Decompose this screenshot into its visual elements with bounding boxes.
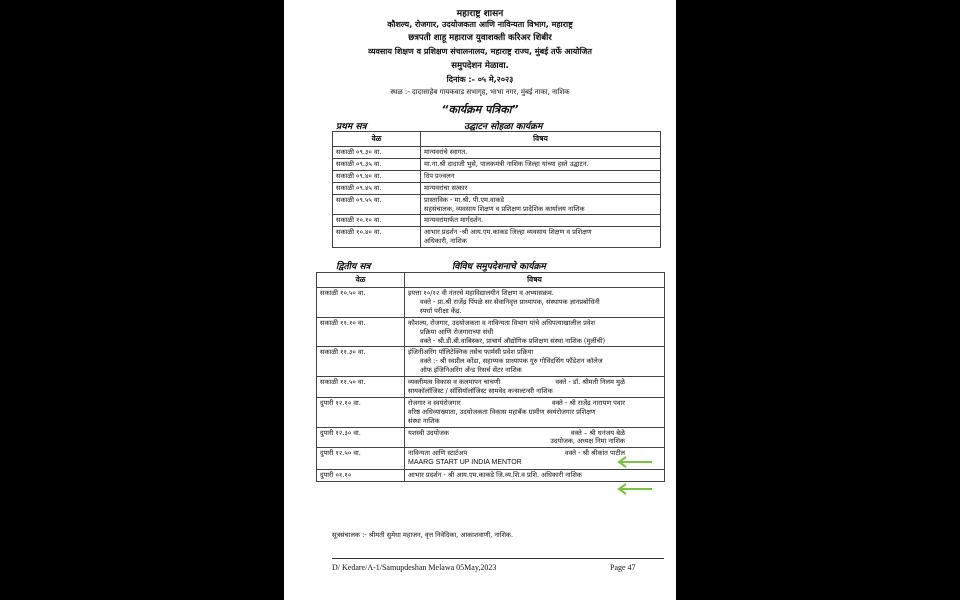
table-row [333,170,661,182]
topic-line: कौशल्य, रोजगार, उदयोजकता व नाविन्यता विभाग यांचे अधिपत्याखालील प्रवेश [408,318,595,327]
session1-title: उद्घाटन सोहळा कार्यक्रम [464,122,543,132]
document-page [284,0,676,600]
time-cell: सकाळी १०.४० वा. [333,227,421,248]
speaker-text: वक्ते - डॉ. श्रीमती निलम मुळे [555,378,625,387]
topic-line: दिप प्रज्वलन [424,171,455,180]
topic-line: वरिष्ठ अधिव्याख्याता, उदयोजकता विकास महाबँक ग्रामीण स्वयंरोजगार प्रशिक्षण [408,407,596,416]
table-row [317,377,665,398]
topic-line: प्रास्ताविक - मा.श्री. पी.एम.वाकडे [424,195,505,204]
topic-cell [405,397,665,427]
topic-text: नाविन्यता आणि स्टार्टअप [408,449,468,458]
topic-line: आभार प्रदर्शन - श्री आय.एम.काकडे जि.व्य.शि.व प्रशि. अधिकारी नाशिक [408,470,582,479]
topic-cell [405,288,665,318]
topic-cell [421,147,661,159]
topic-cell [421,182,661,194]
header-organizer: व्यवसाय शिक्षण व प्रशिक्षण संचालनालय, महाराष्ट्र राज्य, मुंबई तर्फे आयोजित [368,47,592,56]
topic-cell [421,159,661,171]
table-header-row [333,132,661,147]
topic-cell [421,227,661,248]
topic-line: सहसंचालक, व्यवसाय शिक्षण व प्रशिक्षण प्रादेशिक कार्यालय नाशिक [424,204,585,213]
footer-reference: D/ Kedare/A-1/Samupdeshan Melawa 05May,2023 [332,563,497,572]
time-cell: सकाळी १०.१० वा. [333,215,421,227]
topic-line: सायकॉलॉजिस्ट / सॉसियॉलॉजिस्ट सामवेद कन्सल्टन्सी नाशिक [408,387,553,396]
topic-text: व्यक्तीमत्व विकास व कलमापन चाचणी [408,378,501,387]
time-cell: सकाळी ११.५० वा. [317,377,405,398]
column-header-topic: विषय [405,273,665,288]
topic-line: स्पर्धा परीक्षा केंद्र. [420,306,462,315]
topic-text: यशस्वी उदयोजक [408,428,449,437]
topic-line: उदयोजक, अध्यक्ष निमा नाशिक [550,437,625,446]
column-header-time: वेळ [317,273,405,288]
topic-cell [405,317,665,347]
table-row [317,347,665,377]
speaker-text: वक्ते – श्री धनंजय बेळे [570,428,625,437]
time-cell: दुपारी १२.५० वा. [317,448,405,469]
column-header-time: वेळ [333,132,421,147]
topic-line: वक्ते :- श्री स्वप्नील कोंडा, सहाय्यक प्राध्यापक गुरु गोविंदसिंग फौंडेशन कॉलेज [420,357,603,366]
compere-note: सूत्रसंचालक :- श्रीमती सुमेधा महाजन, वृत्त निवेदिका, आकाशवाणी, नाशिक. [332,531,514,539]
header-department: कौशल्य, रोजगार, उदयोजकता आणि नाविन्यता विभाग, महाराष्ट्र [387,20,573,29]
table-row [317,288,665,318]
table-header-row [317,273,665,288]
green-arrow-icon [614,483,654,495]
speaker-text: वक्ते - श्री राजेंद्र नारायण पवार [551,398,625,407]
table-row [333,194,661,215]
time-cell: सकाळी ०९.३५ वा. [333,159,421,171]
topic-cell [421,215,661,227]
time-cell: सकाळी ११.३० वा. [317,347,405,377]
session1-label: प्रथम सत्र [336,122,367,132]
topic-line: इंजिनीअरिंग पॉलिटेक्निक तसेच फार्मसी प्रवेश प्रक्रिया [408,348,534,357]
topic-line: वक्ते - श्री.डी.बी.वाबिस्कर, प्राचार्य औद्योगिक प्रशिक्षण संस्था नाशिक (मुलींची) [420,336,606,345]
topic-line-latin: MAARG START UP INDIA MENTOR [408,459,522,467]
topic-cell [405,427,665,448]
topic-line: मान्यवरांमार्फत मार्गदर्शन. [424,216,484,225]
session2-table [316,272,665,482]
time-cell: सकाळी ०९.३० वा. [333,147,421,159]
topic-line: ऑफ इंजिनिअरिंग अँन्ड रिसर्च सेंटर नाशिक [420,366,522,375]
column-header-topic: विषय [421,132,661,147]
topic-line: संस्था नाशिक [408,416,440,425]
table-row [317,469,665,481]
header-date: दिनांक :- ०५ मे,२०२३ [446,75,514,84]
time-cell: दुपारी १२.१० वा. [317,397,405,427]
time-cell: सकाळी ०९.५५ वा. [333,194,421,215]
header-camp-title: छत्रपती शाहू महाराज युवाशक्ती करिअर शिबीर [408,33,552,43]
table-row [333,215,661,227]
topic-line: अधिकारी, नाशिक [424,237,467,246]
time-cell: सकाळी ११.१० वा. [317,317,405,347]
session1-table [332,131,661,248]
table-row [317,317,665,347]
topic-cell [405,347,665,377]
time-cell: सकाळी ०९.४० वा. [333,170,421,182]
session2-label: द्वितीय सत्र [336,262,371,272]
topic-cell [421,194,661,215]
time-cell: दुपारी ०१.१० [317,469,405,481]
session2-title: विविध समुपदेशनाचे कार्यक्रम [452,262,546,272]
header-venue: स्थळ :- दादासाहेब गायकवाड सभागृह, भाभा नगर, मुंबई नाका, नाशिक [390,88,570,96]
table-row [317,427,665,448]
speaker-text: वक्ते - श्री श्रीकांत पाटील [565,449,625,458]
topic-cell [421,170,661,182]
topic-line: वक्ते - प्रा.श्री राजेंद्र पिंपळे सर सेवानिवृत्त प्राध्यापक, संस्थापक ज्ञानप्रबोधिनी [420,298,600,307]
topic-line: इयत्ता १०/१२ वी नंतरचे महाविद्यालयीन शिक्षण व अभ्यासक्रम. [408,289,554,298]
topic-cell [405,469,665,481]
table-row [333,227,661,248]
table-row [317,397,665,427]
topic-line: मान्यवरांचा सत्कार [424,183,468,192]
programme-title: “कार्यक्रम पत्रिका” [441,103,519,116]
time-cell: सकाळी ०९.४५ वा. [333,182,421,194]
topic-line: प्रक्रिया आणि रोजगाराच्या संधी [420,327,494,336]
topic-speaker-line [408,399,661,408]
time-cell: सकाळी १०.५० वा. [317,288,405,318]
header-event: समुपदेशन मेळावा. [451,61,509,71]
topic-speaker-line [408,429,661,438]
topic-cell [405,377,665,398]
topic-line: आभार प्रदर्शन -श्री आय.एम.काकड जिल्हा व्यवसाय शिक्षण व प्रशिक्षण [424,228,592,237]
green-arrow-icon [614,456,654,468]
footer-divider [332,558,664,559]
table-row [317,448,665,469]
topic-line: मा.ना.श्री दादाजी भुसे, पालकमंत्री नाशिक जिल्हा यांच्या हस्ते उद्घाटन. [424,160,589,169]
topic-text: रोजगार व स्वयंरोजगार [408,398,461,407]
time-cell: दुपारी १२.३० वा. [317,427,405,448]
topic-speaker-line [408,378,661,387]
topic-line: मान्यवरांचे स्वागत. [424,148,468,157]
page-number: Page 47 [610,563,636,572]
header-government: महाराष्ट्र शासन [456,9,504,19]
table-row [333,182,661,194]
table-row [333,147,661,159]
table-row [333,159,661,171]
